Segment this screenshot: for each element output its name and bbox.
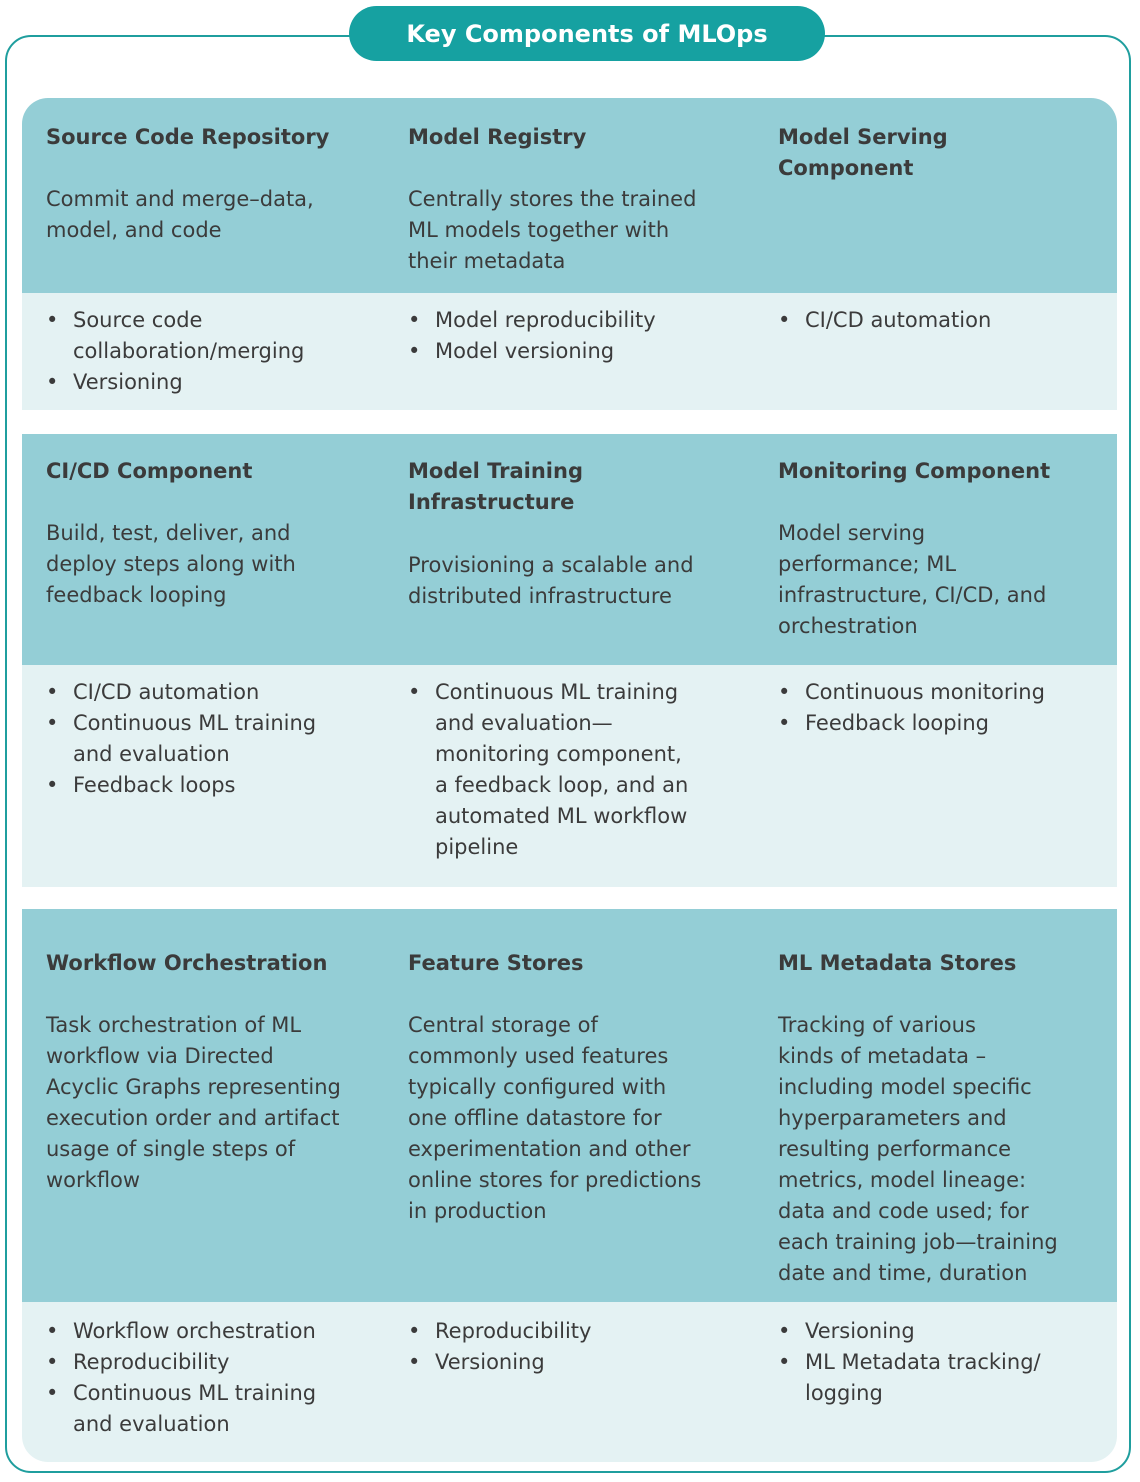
bullet-icon: •	[778, 680, 791, 704]
bullet-icon: •	[408, 339, 421, 363]
bullet-icon: •	[46, 711, 59, 735]
card-ci-cd-component	[46, 434, 376, 665]
section-1	[22, 98, 1117, 410]
bullet-list	[778, 677, 1045, 739]
card-description: Central storage of commonly used features typically configured with one offline datastore for experimentation and other online stores for predictions in production	[408, 1013, 702, 1223]
section-2-header-band	[22, 434, 1117, 665]
bullet-list	[408, 677, 688, 863]
card-description: Tracking of various kinds of metadata – including model specific hyperparameters and resulting performance metrics, model lineage: data and code used; for each training job—training date and time, duration	[778, 1013, 1058, 1285]
page-title: Key Components of MLOps	[349, 6, 825, 61]
bullet-icon: •	[46, 308, 59, 332]
section-1-header-band	[22, 98, 1117, 293]
list-item: • Reproducibility	[408, 1316, 591, 1347]
section-2	[22, 434, 1117, 887]
card-model-training-infrastructure	[408, 434, 748, 665]
bullet-icon: •	[46, 1319, 59, 1343]
card-description: Task orchestration of ML workflow via Directed Acyclic Graphs representing execution order and artifact usage of single steps of workflow	[46, 1013, 341, 1192]
card-description: Centrally stores the trained ML models together with their metadata	[408, 187, 697, 273]
list-item: • Feedback loops	[46, 770, 316, 801]
card-description: Model serving performance; ML infrastructure, CI/CD, and orchestration	[778, 521, 1047, 638]
bullet-icon: •	[46, 370, 59, 394]
list-item: • Model reproducibility	[408, 305, 656, 336]
card-description: Commit and merge–data, model, and code	[46, 187, 314, 242]
list-item: • Versioning	[46, 367, 304, 398]
bullet-icon: •	[778, 1350, 791, 1374]
bullet-icon: •	[408, 1350, 421, 1374]
bullet-list	[778, 1316, 1041, 1409]
list-item: • Continuous ML training and evaluation	[46, 1378, 316, 1440]
card-ml-metadata-stores	[778, 909, 1098, 1302]
section-1-bullet-band	[22, 293, 1117, 410]
bullet-icon: •	[778, 1319, 791, 1343]
bullet-list	[408, 1316, 591, 1378]
bullet-icon: •	[408, 680, 421, 704]
list-item: • Feedback looping	[778, 708, 1045, 739]
card-heading: Source Code Repository	[46, 125, 330, 149]
card-source-code-repository	[46, 98, 376, 293]
list-item: • Continuous monitoring	[778, 677, 1045, 708]
card-model-serving-component	[778, 98, 1098, 293]
section-3	[22, 909, 1117, 1462]
card-heading: Workflow Orchestration	[46, 951, 328, 975]
card-heading: Feature Stores	[408, 951, 584, 975]
section-3-header-band	[22, 909, 1117, 1302]
bullet-icon: •	[408, 1319, 421, 1343]
bullet-list	[408, 305, 656, 367]
card-heading: Model Training Infrastructure	[408, 459, 583, 514]
card-heading: Model Serving Component	[778, 125, 948, 180]
card-heading: ML Metadata Stores	[778, 951, 1017, 975]
card-feature-stores	[408, 909, 748, 1302]
section-2-bullet-band	[22, 665, 1117, 887]
card-description: Build, test, deliver, and deploy steps along with feedback looping	[46, 521, 296, 607]
list-item: • CI/CD automation	[778, 305, 991, 336]
bullet-icon: •	[778, 308, 791, 332]
list-item: • Continuous ML training and evaluation— monitoring component, a feedback loop, and an automated ML workflow pipeline	[408, 677, 688, 863]
list-item: • Continuous ML training and evaluation	[46, 708, 316, 770]
bullet-icon: •	[778, 711, 791, 735]
list-item: • Workflow orchestration	[46, 1316, 316, 1347]
list-item: • Versioning	[778, 1316, 1041, 1347]
list-item: • Versioning	[408, 1347, 591, 1378]
bullet-icon: •	[46, 680, 59, 704]
bullet-list	[46, 305, 304, 398]
card-monitoring-component	[778, 434, 1098, 665]
list-item: • CI/CD automation	[46, 677, 316, 708]
section-3-bullet-band	[22, 1302, 1117, 1462]
bullet-icon: •	[46, 1381, 59, 1405]
card-model-registry	[408, 98, 748, 293]
card-heading: CI/CD Component	[46, 459, 253, 483]
bullet-list	[46, 677, 316, 801]
card-heading: Model Registry	[408, 125, 587, 149]
list-item: • Reproducibility	[46, 1347, 316, 1378]
bullet-icon: •	[46, 773, 59, 797]
bullet-icon: •	[46, 1350, 59, 1374]
list-item: • Source code collaboration/merging	[46, 305, 304, 367]
list-item: • ML Metadata tracking/ logging	[778, 1347, 1041, 1409]
card-workflow-orchestration	[46, 909, 376, 1302]
bullet-icon: •	[408, 308, 421, 332]
bullet-list	[46, 1316, 316, 1440]
bullet-list	[778, 305, 991, 336]
list-item: • Model versioning	[408, 336, 656, 367]
card-heading: Monitoring Component	[778, 459, 1051, 483]
card-description: Provisioning a scalable and distributed infrastructure	[408, 553, 694, 608]
